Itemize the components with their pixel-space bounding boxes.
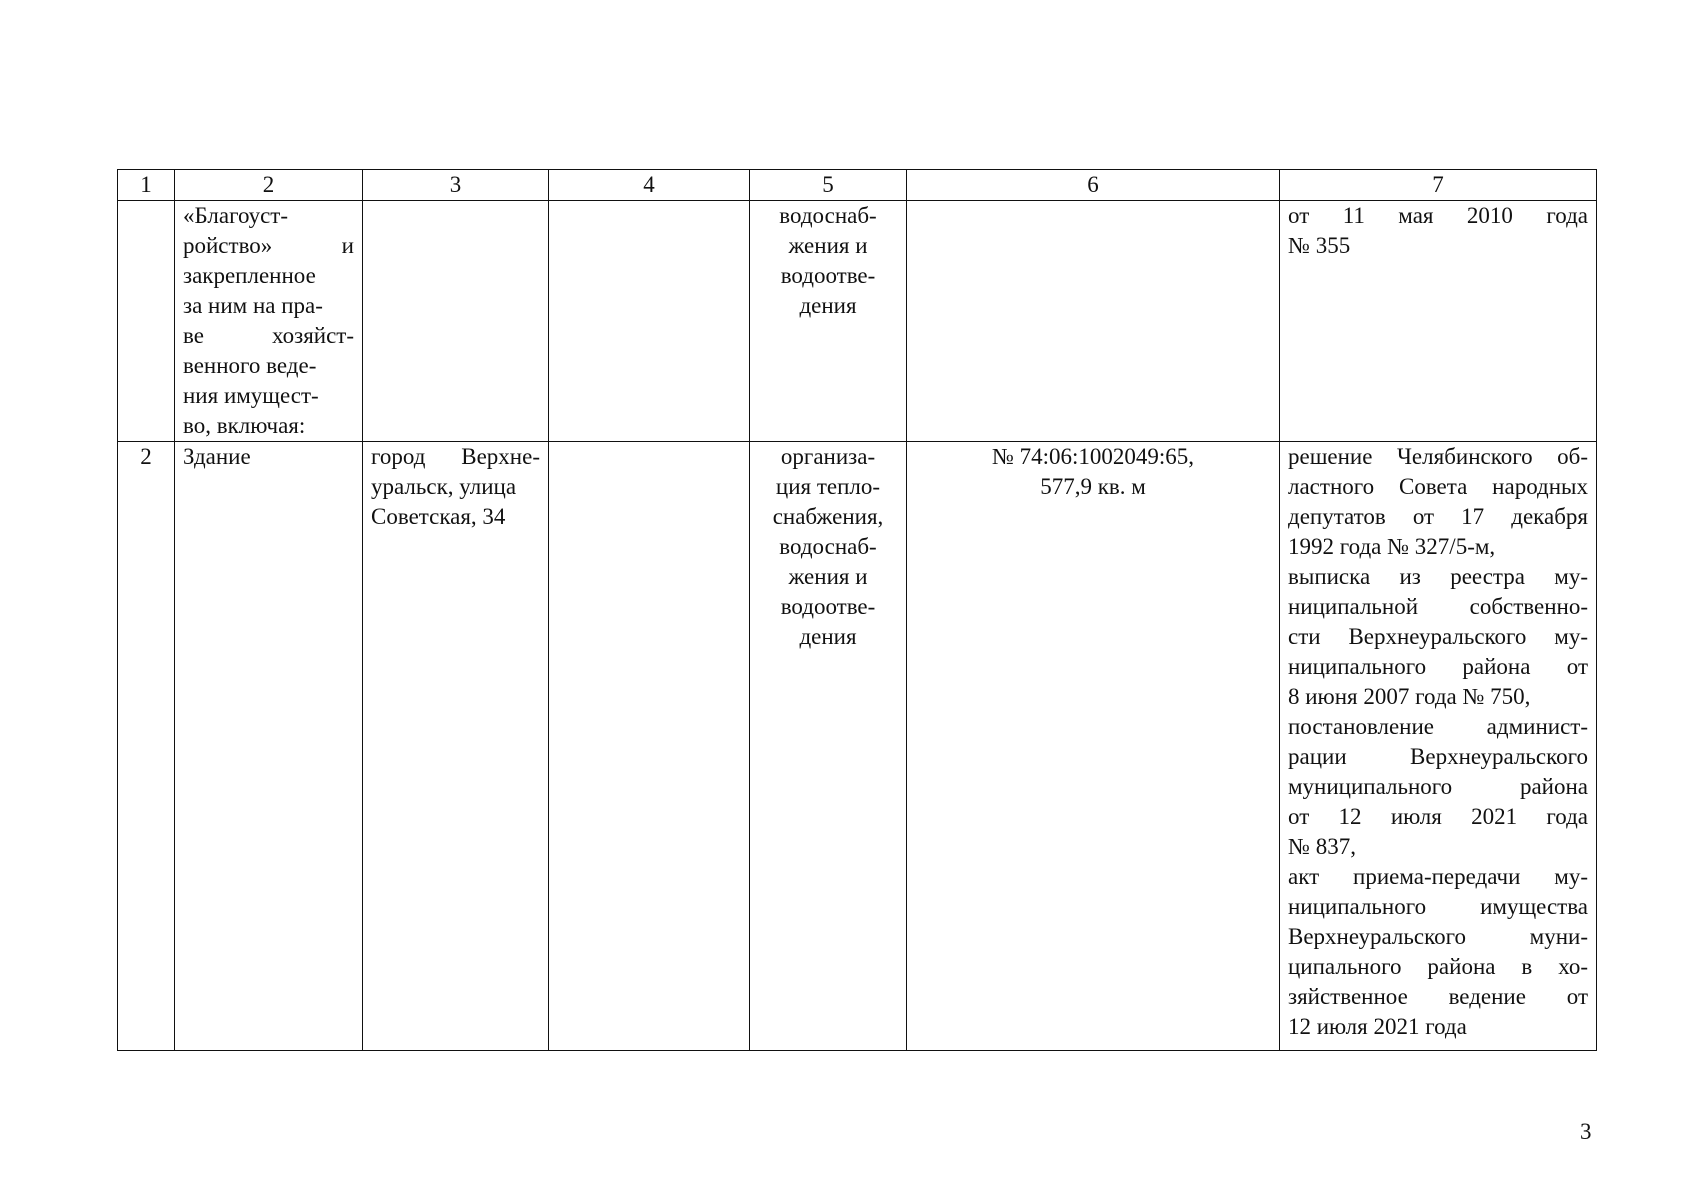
cell-row2-basis bbox=[1280, 442, 1597, 1051]
cell-row2-number: 2 bbox=[118, 442, 175, 1051]
text-line: водоснаб- bbox=[779, 534, 877, 559]
text-line: рации Верхнеуральского bbox=[1288, 744, 1588, 769]
text-line: депутатов от 17 декабря bbox=[1288, 504, 1588, 529]
text-line: сти Верхнеуральского му- bbox=[1288, 624, 1588, 649]
text-line: ниципальной собственно- bbox=[1288, 594, 1588, 619]
text-line: 12 июля 2021 года bbox=[1288, 1014, 1467, 1039]
text-line: снабжения, bbox=[772, 504, 884, 529]
column-number-5: 5 bbox=[750, 170, 907, 201]
page-number: 3 bbox=[1580, 1119, 1592, 1144]
text-line: организа- bbox=[780, 444, 876, 469]
text-line: водоотве- bbox=[780, 594, 876, 619]
text-line: водоотве- bbox=[780, 263, 876, 288]
cell-row2-name: Здание bbox=[175, 442, 363, 1051]
cell-row2-purpose bbox=[750, 442, 907, 1051]
text-line: ниципального имущества bbox=[1288, 894, 1588, 919]
table-row bbox=[118, 442, 1597, 1051]
text-line: от 12 июля 2021 года bbox=[1288, 804, 1588, 829]
text-line: зяйственное ведение от bbox=[1288, 984, 1588, 1009]
column-number-3: 3 bbox=[363, 170, 549, 201]
text-line: дения bbox=[799, 293, 857, 318]
cell-row1-col4 bbox=[549, 201, 750, 442]
cell-row1-purpose bbox=[750, 201, 907, 442]
text-line: «Благоуст- bbox=[183, 203, 288, 228]
cell-row1-address bbox=[363, 201, 549, 442]
text-line: постановление админист- bbox=[1288, 714, 1588, 739]
text-line: муниципального района bbox=[1288, 774, 1588, 799]
text-line: ластного Совета народных bbox=[1288, 474, 1588, 499]
text-line: водоснаб- bbox=[779, 203, 877, 228]
text-line: венного веде- bbox=[183, 353, 317, 378]
table-header-row bbox=[118, 170, 1597, 201]
text-line: акт приема-передачи му- bbox=[1288, 864, 1588, 889]
cell-row1-name bbox=[175, 201, 363, 442]
text-line: Советская, 34 bbox=[371, 504, 506, 529]
cell-row2-cadastral bbox=[907, 442, 1280, 1051]
column-number-4: 4 bbox=[549, 170, 750, 201]
text-line: жения и bbox=[788, 233, 868, 258]
text-line: ве хозяйст- bbox=[183, 323, 354, 348]
text-line: жения и bbox=[788, 564, 868, 589]
text-line: от 11 мая 2010 года bbox=[1288, 203, 1588, 228]
cell-row1-number bbox=[118, 201, 175, 442]
property-table bbox=[117, 169, 1597, 1051]
text-line: № 355 bbox=[1288, 233, 1351, 258]
table-row bbox=[118, 201, 1597, 442]
text-line: закрепленное bbox=[183, 263, 316, 288]
text-line: выписка из реестра му- bbox=[1288, 564, 1588, 589]
column-number-1: 1 bbox=[118, 170, 175, 201]
text-line: решение Челябинского об- bbox=[1288, 444, 1588, 469]
text-line: ниципального района от bbox=[1288, 654, 1588, 679]
text-line: за ним на пра- bbox=[183, 293, 323, 318]
text-line: город Верхне- bbox=[371, 444, 540, 469]
cell-row1-basis bbox=[1280, 201, 1597, 442]
column-number-7: 7 bbox=[1280, 170, 1597, 201]
text-line: 8 июня 2007 года № 750, bbox=[1288, 684, 1531, 709]
text-line: ция тепло- bbox=[775, 474, 881, 499]
text-line: ройство» и bbox=[183, 233, 354, 258]
cell-row2-address bbox=[363, 442, 549, 1051]
text-line: 577,9 кв. м bbox=[1040, 474, 1146, 499]
column-number-6: 6 bbox=[907, 170, 1280, 201]
text-line: Верхнеуральского муни- bbox=[1288, 924, 1588, 949]
text-line: уральск, улица bbox=[371, 474, 517, 499]
text-line: № 74:06:1002049:65, bbox=[991, 444, 1195, 469]
text-line: ния имущест- bbox=[183, 383, 319, 408]
cell-row1-cadastral bbox=[907, 201, 1280, 442]
column-number-2: 2 bbox=[175, 170, 363, 201]
text-line: дения bbox=[799, 624, 857, 649]
cell-row2-col4 bbox=[549, 442, 750, 1051]
text-line: № 837, bbox=[1288, 834, 1356, 859]
text-line: 1992 года № 327/5-м, bbox=[1288, 534, 1496, 559]
text-line: ципального района в хо- bbox=[1288, 954, 1588, 979]
text-line: во, включая: bbox=[183, 413, 306, 438]
